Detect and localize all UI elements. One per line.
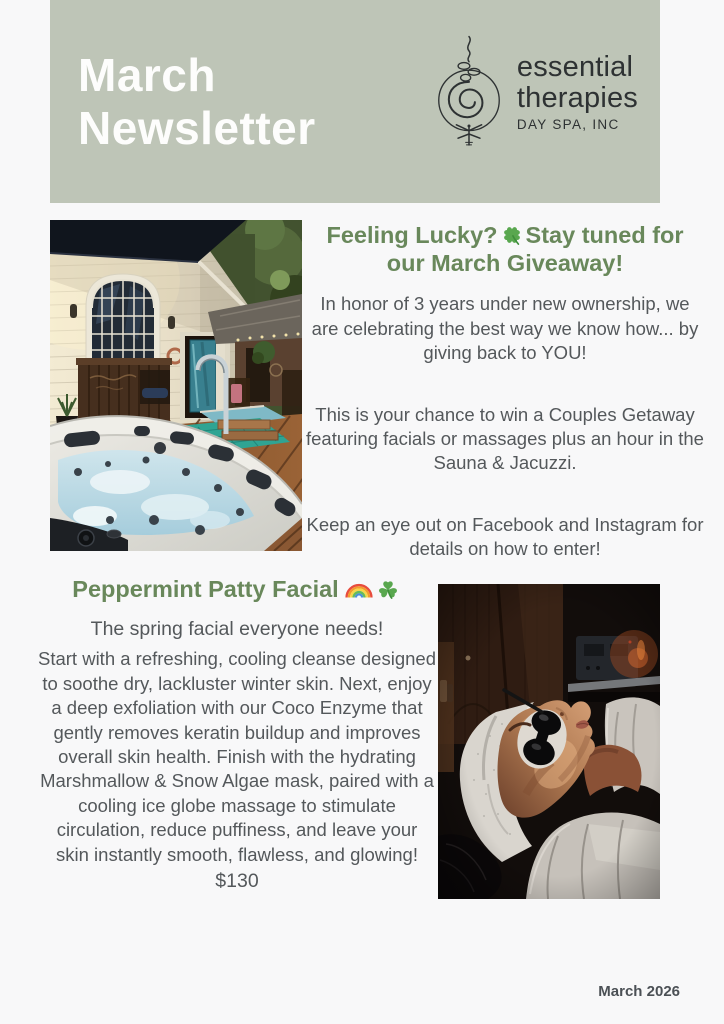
giveaway-paragraph-1: In honor of 3 years under new ownership, we are celebrating the best way we know how... by giving back to YOU! <box>311 293 699 364</box>
giveaway-paragraph-3: Keep an eye out on Facebook and Instagram for details on how to enter! <box>306 513 704 560</box>
rainbow-icon <box>345 583 373 598</box>
newsletter-title-line2: Newsletter <box>78 102 316 155</box>
header-banner <box>50 0 660 203</box>
facial-price: $130 <box>215 870 259 893</box>
spa-logo <box>427 26 638 158</box>
facial-treatment-photo <box>438 584 660 899</box>
hot-tub-photo-art <box>50 220 302 551</box>
facial-section <box>38 576 436 895</box>
four-leaf-clover-icon <box>501 224 523 246</box>
giveaway-paragraph-2: This is your chance to win a Couples Getaway featuring facials or massages plus an hour in the Sauna & Jacuzzi. <box>306 403 704 474</box>
facial-description: Start with a refreshing, cooling cleanse designed to soothe dry, lackluster winter skin. Next, enjoy a deep exfoliation with our Coco Enzyme that gently removes keratin buildup and improves overall skin health. Finish with the hydrating Marshmallow & Snow Algae mask, paired with a cooling ice globe massage to stimulate circulation, reduce puffiness, and leave your skin instantly smooth, flawless, and glowing! <box>38 648 436 865</box>
footer-date: March 2026 <box>598 983 680 1000</box>
newsletter-title-line1: March <box>78 48 216 101</box>
hot-tub-photo <box>50 220 302 551</box>
giveaway-heading: Feeling Lucky? Stay tuned for our March Giveaway! <box>326 222 684 276</box>
logo-subtitle: DAY SPA, INC <box>516 116 620 132</box>
giveaway-section <box>305 222 705 562</box>
logo-name: essential therapies <box>516 51 638 114</box>
newsletter-title <box>78 49 316 156</box>
logo-wordmark <box>517 52 638 131</box>
facial-heading: Peppermint Patty Facial <box>38 576 436 604</box>
facial-photo-art <box>438 584 660 899</box>
facial-tagline: The spring facial everyone needs! <box>90 617 384 640</box>
unalome-dragonfly-logo-icon <box>427 26 511 158</box>
shamrock-icon <box>377 578 399 600</box>
